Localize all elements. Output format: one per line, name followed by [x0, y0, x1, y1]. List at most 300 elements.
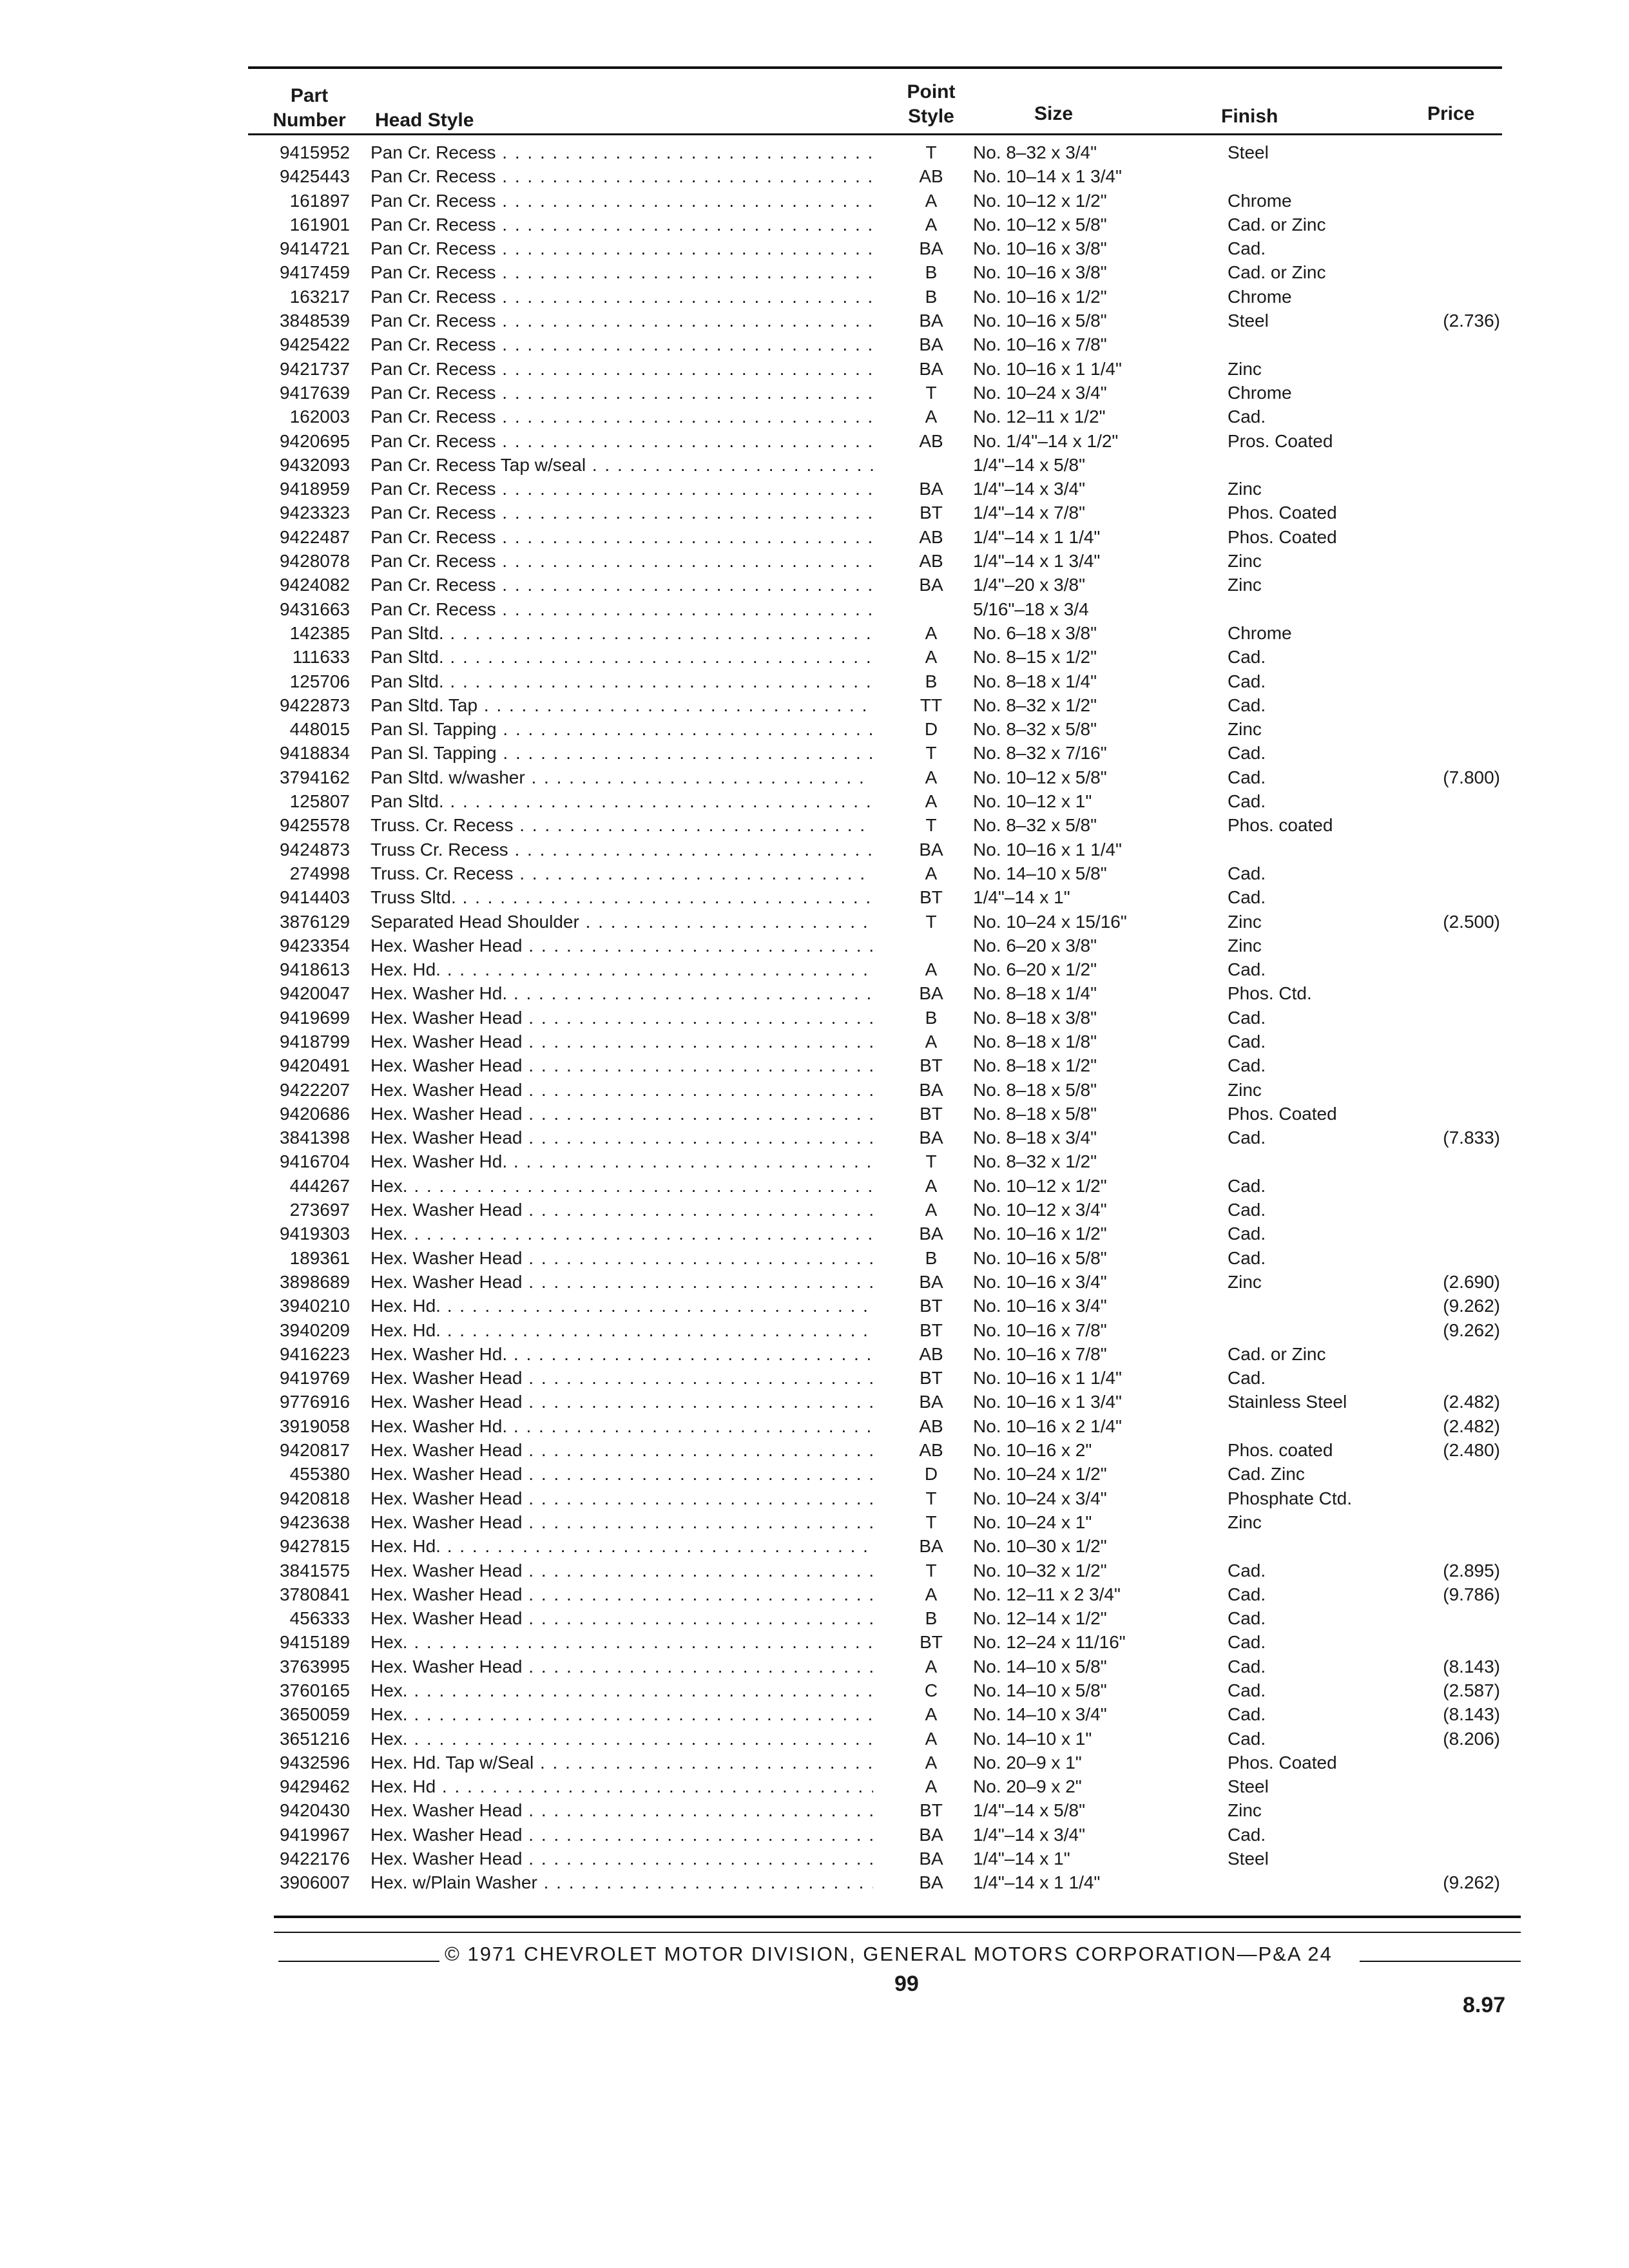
finish-cell: Zinc — [1228, 575, 1262, 595]
finish-cell: Cad. — [1228, 1680, 1266, 1700]
part-number-cell: 3794162 — [279, 767, 350, 787]
table-row — [0, 1823, 1629, 1847]
size-cell: No. 8–18 x 1/4" — [973, 983, 1097, 1004]
price-cell: (9.786) — [1443, 1584, 1500, 1604]
head-style-cell: Pan Cr. Recess . . . — [371, 405, 873, 428]
point-style-cell: T — [925, 743, 937, 764]
part-number-cell: 9414721 — [279, 238, 350, 259]
size-cell: No. 10–14 x 1 3/4" — [973, 166, 1122, 187]
size-cell: No. 12–11 x 1/2" — [973, 407, 1106, 427]
part-number-cell: 9420047 — [279, 983, 350, 1004]
finish-cell: Chrome — [1228, 286, 1292, 307]
size-cell: 1/4"–20 x 3/8" — [973, 575, 1086, 595]
size-cell: No. 14–10 x 5/8" — [973, 1680, 1107, 1700]
size-cell: No. 14–10 x 5/8" — [973, 863, 1107, 883]
header-style-label: Style — [908, 106, 954, 127]
price-cell: (8.143) — [1443, 1704, 1500, 1725]
point-style-cell: TT — [920, 695, 943, 715]
head-style-cell: Pan Cr. Recess . . . — [371, 597, 873, 621]
head-style-cell: Pan Cr. Recess . . . — [371, 477, 873, 501]
finish-cell: Cad. or Zinc — [1228, 1343, 1326, 1364]
table-row — [0, 1006, 1629, 1030]
size-cell: No. 12–11 x 2 3/4" — [973, 1584, 1121, 1604]
size-cell: No. 10–24 x 3/4" — [973, 1488, 1107, 1508]
table-row — [0, 1390, 1629, 1414]
part-number-cell: 9422873 — [279, 695, 350, 715]
size-cell: No. 8–15 x 1/2" — [973, 647, 1097, 668]
table-row — [0, 789, 1629, 813]
table-row — [0, 1053, 1629, 1077]
page-number: 99 — [894, 1972, 919, 1996]
finish-cell: Cad. — [1228, 743, 1266, 764]
part-number-cell: 9418799 — [279, 1031, 350, 1052]
head-style-cell: Hex. Hd. . . . — [371, 957, 873, 981]
part-number-cell: 273697 — [289, 1200, 350, 1220]
part-number-cell: 9420818 — [279, 1488, 350, 1508]
part-number-cell: 9425443 — [279, 166, 350, 187]
finish-cell: Cad. — [1228, 238, 1266, 259]
point-style-cell: AB — [919, 430, 943, 451]
price-cell: (2.690) — [1443, 1271, 1500, 1292]
bottom-rule — [274, 1916, 1521, 1918]
table-row — [0, 140, 1629, 164]
point-style-cell: AB — [919, 1416, 943, 1436]
point-style-cell: B — [925, 286, 938, 307]
finish-cell: Phos. coated — [1228, 1440, 1333, 1461]
table-row — [0, 934, 1629, 957]
part-number-cell: 9432596 — [279, 1752, 350, 1773]
head-style-cell: Hex. Washer Head . . . — [371, 1438, 873, 1462]
finish-cell: Cad. — [1228, 1224, 1266, 1244]
head-style-cell: Pan Cr. Recess . . . — [371, 501, 873, 524]
part-number-cell: 3940209 — [279, 1320, 350, 1340]
head-style-cell: Pan Cr. Recess . . . — [371, 429, 873, 453]
head-style-cell: Hex. Washer Head . . . — [371, 1053, 873, 1077]
table-row — [0, 1582, 1629, 1606]
header-head-style: Head Style — [375, 110, 474, 131]
part-number-cell: 9420695 — [279, 430, 350, 451]
table-row — [0, 1702, 1629, 1726]
finish-cell: Zinc — [1228, 911, 1262, 932]
head-style-cell: Hex. Washer Hd. . . . — [371, 981, 873, 1005]
point-style-cell: T — [925, 815, 937, 836]
point-style-cell: A — [925, 1752, 938, 1773]
size-cell: No. 10–16 x 1 3/4" — [973, 1392, 1122, 1412]
table-row — [0, 1102, 1629, 1126]
head-style-cell: Hex. Washer Head . . . — [371, 1559, 873, 1582]
finish-cell: Cad. Zinc — [1228, 1464, 1305, 1485]
size-cell: No. 8–18 x 5/8" — [973, 1103, 1097, 1124]
part-number-cell: 3876129 — [279, 911, 350, 932]
finish-cell: Cad. — [1228, 1560, 1266, 1581]
size-cell: No. 14–10 x 1" — [973, 1728, 1092, 1749]
point-style-cell: A — [925, 1175, 938, 1196]
part-number-cell: 9431663 — [279, 599, 350, 619]
finish-cell: Cad. — [1228, 1608, 1266, 1629]
table-row — [0, 1294, 1629, 1318]
size-cell: No. 8–18 x 1/2" — [973, 1055, 1097, 1076]
size-cell: No. 8–18 x 5/8" — [973, 1079, 1097, 1100]
point-style-cell: AB — [919, 166, 943, 187]
point-style-cell: BT — [920, 887, 943, 908]
head-style-cell: Hex. Washer Head . . . — [371, 1847, 873, 1870]
head-style-cell: Pan Sltd. . . . — [371, 669, 873, 693]
finish-cell: Stainless Steel — [1228, 1392, 1347, 1412]
table-row — [0, 645, 1629, 669]
part-number-cell: 9415189 — [279, 1632, 350, 1653]
table-row — [0, 1342, 1629, 1366]
part-number-cell: 9418959 — [279, 479, 350, 499]
point-style-cell: C — [924, 1680, 938, 1700]
table-row — [0, 236, 1629, 260]
table-row — [0, 1438, 1629, 1462]
head-style-cell: Hex. Washer Head . . . — [371, 1798, 873, 1822]
price-cell: (7.800) — [1443, 767, 1500, 787]
corner-code: 8.97 — [1463, 1993, 1506, 2017]
part-number-cell: 9420491 — [279, 1055, 350, 1076]
head-style-cell: Pan Cr. Recess . . . — [371, 140, 873, 164]
head-style-cell: Truss. Cr. Recess . . . — [371, 813, 873, 837]
finish-cell: Cad. — [1228, 791, 1266, 812]
finish-cell: Cad. — [1228, 1247, 1266, 1268]
part-number-cell: 3898689 — [279, 1271, 350, 1292]
head-style-cell: Pan Cr. Recess . . . — [371, 285, 873, 309]
part-number-cell: 9429462 — [279, 1776, 350, 1797]
point-style-cell: B — [925, 262, 938, 283]
point-style-cell: BT — [920, 503, 943, 523]
part-number-cell: 9422207 — [279, 1079, 350, 1100]
head-style-cell: Separated Head Shoulder . . . — [371, 910, 873, 934]
head-style-cell: Pan Sl. Tapping . . . — [371, 741, 873, 765]
point-style-cell: A — [925, 1704, 938, 1725]
finish-cell: Phos. Coated — [1228, 503, 1337, 523]
size-cell: No. 20–9 x 1" — [973, 1752, 1082, 1773]
part-number-cell: 9776916 — [279, 1392, 350, 1412]
finish-cell: Phos. Ctd. — [1228, 983, 1312, 1004]
point-style-cell: T — [925, 142, 937, 162]
table-row — [0, 813, 1629, 837]
size-cell: No. 10–32 x 1/2" — [973, 1560, 1107, 1581]
part-number-cell: 455380 — [289, 1464, 350, 1485]
copyright-line: © 1971 CHEVROLET MOTOR DIVISION, GENERAL MOTORS CORPORATION—P&A 24 — [445, 1943, 1333, 1965]
size-cell: No. 10–12 x 5/8" — [973, 767, 1107, 787]
point-style-cell: BT — [920, 1103, 943, 1124]
part-number-cell: 9423323 — [279, 503, 350, 523]
size-cell: No. 12–24 x 11/16" — [973, 1632, 1126, 1653]
part-number-cell: 125706 — [289, 671, 350, 691]
point-style-cell: A — [925, 1584, 938, 1604]
size-cell: 1/4"–14 x 5/8" — [973, 454, 1086, 475]
table-row — [0, 1030, 1629, 1053]
head-style-cell: Hex. Washer Hd. . . . — [371, 1342, 873, 1366]
price-cell: (8.143) — [1443, 1656, 1500, 1677]
point-style-cell: BA — [919, 1849, 943, 1869]
size-cell: No. 10–30 x 1/2" — [973, 1536, 1107, 1557]
size-cell: No. 20–9 x 2" — [973, 1776, 1082, 1797]
point-style-cell: T — [925, 1488, 937, 1508]
size-cell: No. 10–16 x 2 1/4" — [973, 1416, 1122, 1436]
part-number-cell: 3780841 — [279, 1584, 350, 1604]
size-cell: No. 10–12 x 5/8" — [973, 214, 1107, 235]
part-number-cell: 9417459 — [279, 262, 350, 283]
finish-cell: Cad. — [1228, 1200, 1266, 1220]
size-cell: 1/4"–14 x 1" — [973, 887, 1070, 908]
header-point-label: Point — [907, 81, 956, 102]
table-row — [0, 1246, 1629, 1270]
point-style-cell: A — [925, 863, 938, 883]
finish-cell: Cad. or Zinc — [1228, 262, 1326, 283]
size-cell: 1/4"–14 x 1 3/4" — [973, 551, 1101, 572]
part-number-cell: 9417639 — [279, 382, 350, 403]
point-style-cell: A — [925, 1031, 938, 1052]
finish-cell: Cad. — [1228, 1031, 1266, 1052]
table-row — [0, 429, 1629, 453]
size-cell: No. 10–16 x 5/8" — [973, 1247, 1107, 1268]
size-cell: 1/4"–14 x 1 1/4" — [973, 526, 1101, 547]
size-cell: No. 10–16 x 7/8" — [973, 334, 1107, 355]
head-style-cell: Hex. Hd. Tap w/Seal . . . — [371, 1751, 873, 1774]
part-number-cell: 161897 — [289, 190, 350, 211]
head-style-cell: Pan Cr. Recess . . . — [371, 213, 873, 236]
point-style-cell: BA — [919, 983, 943, 1004]
size-cell: No. 8–32 x 7/16" — [973, 743, 1107, 764]
point-style-cell: T — [925, 382, 937, 403]
head-style-cell: Hex. Washer Head . . . — [371, 1655, 873, 1678]
size-cell: No. 10–12 x 1/2" — [973, 190, 1107, 211]
point-style-cell: A — [925, 959, 938, 980]
table-row — [0, 453, 1629, 477]
size-cell: No. 10–16 x 1/2" — [973, 286, 1107, 307]
part-number-cell: 9427815 — [279, 1536, 350, 1557]
point-style-cell: A — [925, 214, 938, 235]
point-style-cell: BT — [920, 1632, 943, 1653]
finish-cell: Zinc — [1228, 935, 1262, 956]
table-row — [0, 1606, 1629, 1630]
finish-cell: Cad. — [1228, 671, 1266, 691]
part-number-cell: 9416704 — [279, 1151, 350, 1172]
table-row — [0, 597, 1629, 621]
table-row — [0, 1774, 1629, 1798]
parts-table — [0, 140, 1629, 1895]
size-cell: No. 8–32 x 5/8" — [973, 719, 1097, 740]
head-style-cell: Hex. Washer Head . . . — [371, 1126, 873, 1149]
point-style-cell: BA — [919, 1271, 943, 1292]
finish-cell: Chrome — [1228, 382, 1292, 403]
finish-cell: Chrome — [1228, 622, 1292, 643]
head-style-cell: Pan Cr. Recess . . . — [371, 332, 873, 356]
finish-cell: Cad. — [1228, 1055, 1266, 1076]
header-part-label: Part — [290, 85, 329, 106]
finish-cell: Steel — [1228, 142, 1269, 162]
size-cell: No. 14–10 x 5/8" — [973, 1656, 1107, 1677]
head-style-cell: Hex. w/Plain Washer . . . — [371, 1870, 873, 1894]
head-style-cell: Pan Sltd. . . . — [371, 621, 873, 645]
table-row — [0, 1751, 1629, 1774]
table-row — [0, 1534, 1629, 1558]
table-row — [0, 1174, 1629, 1198]
head-style-cell: Hex. Washer Head . . . — [371, 1030, 873, 1053]
point-style-cell: A — [925, 647, 938, 668]
header-finish: Finish — [1221, 106, 1278, 127]
size-cell: No. 8–32 x 5/8" — [973, 815, 1097, 836]
size-cell: No. 8–32 x 3/4" — [973, 142, 1097, 162]
finish-cell: Zinc — [1228, 719, 1262, 740]
point-style-cell: D — [924, 719, 938, 740]
size-cell: No. 8–18 x 1/8" — [973, 1031, 1097, 1052]
table-row — [0, 1798, 1629, 1822]
table-row — [0, 621, 1629, 645]
part-number-cell: 9418613 — [279, 959, 350, 980]
price-cell: (2.500) — [1443, 911, 1500, 932]
finish-cell: Cad. — [1228, 1584, 1266, 1604]
table-row — [0, 1727, 1629, 1751]
size-cell: No. 1/4"–14 x 1/2" — [973, 430, 1119, 451]
part-number-cell: 9424082 — [279, 575, 350, 595]
head-style-cell: Hex. Washer Head . . . — [371, 1198, 873, 1222]
head-style-cell: Hex. Washer Head . . . — [371, 1270, 873, 1294]
point-style-cell: D — [924, 1464, 938, 1485]
point-style-cell: BA — [919, 1224, 943, 1244]
head-style-cell: Hex. Washer Head . . . — [371, 1582, 873, 1606]
price-cell: (2.587) — [1443, 1680, 1500, 1700]
head-style-cell: Truss Cr. Recess . . . — [371, 838, 873, 861]
part-number-cell: 3651216 — [279, 1728, 350, 1749]
table-row — [0, 1462, 1629, 1486]
point-style-cell: B — [925, 671, 938, 691]
finish-cell: Steel — [1228, 1776, 1269, 1797]
part-number-cell: 111633 — [292, 647, 350, 668]
part-number-cell: 9416223 — [279, 1343, 350, 1364]
finish-cell: Cad. — [1228, 959, 1266, 980]
head-style-cell: Pan Sltd. . . . — [371, 645, 873, 669]
head-style-cell: Pan Cr. Recess . . . — [371, 309, 873, 332]
head-style-cell: Pan Cr. Recess . . . — [371, 189, 873, 213]
finish-cell: Cad. — [1228, 1128, 1266, 1148]
table-row — [0, 1126, 1629, 1149]
size-cell: No. 10–16 x 1 1/4" — [973, 358, 1122, 379]
size-cell: No. 10–16 x 7/8" — [973, 1320, 1107, 1340]
table-row — [0, 838, 1629, 861]
finish-cell: Cad. — [1228, 1632, 1266, 1653]
size-cell: No. 8–18 x 3/8" — [973, 1007, 1097, 1028]
finish-cell: Pros. Coated — [1228, 430, 1333, 451]
head-style-cell: Pan Cr. Recess . . . — [371, 236, 873, 260]
size-cell: No. 10–12 x 3/4" — [973, 1200, 1107, 1220]
price-cell: (8.206) — [1443, 1728, 1500, 1749]
point-style-cell: AB — [919, 1343, 943, 1364]
footer-line-right — [1360, 1961, 1521, 1962]
size-cell: No. 10–16 x 5/8" — [973, 311, 1107, 331]
head-style-cell: Pan Cr. Recess . . . — [371, 549, 873, 573]
head-style-cell: Pan Cr. Recess . . . — [371, 164, 873, 188]
part-number-cell: 9425422 — [279, 334, 350, 355]
head-style-cell: Hex. Washer Head . . . — [371, 1246, 873, 1270]
point-style-cell: BA — [919, 1128, 943, 1148]
head-style-cell: Pan Cr. Recess . . . — [371, 525, 873, 549]
size-cell: No. 6–20 x 3/8" — [973, 935, 1097, 956]
table-row — [0, 477, 1629, 501]
finish-cell: Cad. — [1228, 1824, 1266, 1845]
part-number-cell: 161901 — [289, 214, 350, 235]
head-style-cell: Hex. Hd. . . . — [371, 1294, 873, 1318]
part-number-cell: 3760165 — [279, 1680, 350, 1700]
size-cell: No. 10–12 x 1/2" — [973, 1175, 1107, 1196]
point-style-cell: T — [925, 1512, 937, 1532]
part-number-cell: 9419303 — [279, 1224, 350, 1244]
table-row — [0, 1078, 1629, 1102]
point-style-cell: BA — [919, 479, 943, 499]
point-style-cell: A — [925, 622, 938, 643]
table-row — [0, 1270, 1629, 1294]
table-row — [0, 693, 1629, 717]
part-number-cell: 9415952 — [279, 142, 350, 162]
part-number-cell: 3841575 — [279, 1560, 350, 1581]
table-row — [0, 1510, 1629, 1534]
head-style-cell: Pan Cr. Recess . . . — [371, 381, 873, 405]
price-cell: (2.736) — [1443, 311, 1500, 331]
part-number-cell: 3919058 — [279, 1416, 350, 1436]
table-row — [0, 669, 1629, 693]
finish-cell: Phos. Coated — [1228, 526, 1337, 547]
point-style-cell: A — [925, 407, 938, 427]
table-row — [0, 1486, 1629, 1510]
point-style-cell: T — [925, 1151, 937, 1172]
size-cell: No. 10–16 x 7/8" — [973, 1343, 1107, 1364]
part-number-cell: 3848539 — [279, 311, 350, 331]
table-row — [0, 1414, 1629, 1438]
point-style-cell: BA — [919, 1536, 943, 1557]
part-number-cell: 125807 — [289, 791, 350, 812]
finish-cell: Cad. — [1228, 1007, 1266, 1028]
head-style-cell: Hex. Washer Head . . . — [371, 1006, 873, 1030]
part-number-cell: 3650059 — [279, 1704, 350, 1725]
head-style-cell: Hex. Washer Head . . . — [371, 1462, 873, 1486]
header-number-label: Number — [273, 110, 346, 131]
size-cell: No. 10–16 x 2" — [973, 1440, 1092, 1461]
price-cell: (2.482) — [1443, 1416, 1500, 1436]
point-style-cell: BA — [919, 334, 943, 355]
bottom-rule-thin — [274, 1932, 1521, 1933]
head-style-cell: Hex. Hd . . . — [371, 1774, 873, 1798]
finish-cell: Zinc — [1228, 479, 1262, 499]
finish-cell: Cad. — [1228, 1728, 1266, 1749]
table-row — [0, 717, 1629, 741]
size-cell: No. 10–24 x 1/2" — [973, 1464, 1107, 1485]
size-cell: No. 12–14 x 1/2" — [973, 1608, 1107, 1629]
table-row — [0, 164, 1629, 188]
part-number-cell: 9420686 — [279, 1103, 350, 1124]
head-style-cell: Truss. Cr. Recess . . . — [371, 861, 873, 885]
table-row — [0, 332, 1629, 356]
size-cell: 1/4"–14 x 7/8" — [973, 503, 1086, 523]
price-cell: (9.262) — [1443, 1296, 1500, 1316]
price-cell: (2.895) — [1443, 1560, 1500, 1581]
part-number-cell: 9424873 — [279, 839, 350, 860]
head-style-cell: Pan Cr. Recess Tap w/seal . . . — [371, 453, 873, 477]
header-price: Price — [1427, 103, 1475, 124]
table-row — [0, 573, 1629, 597]
point-style-cell: B — [925, 1007, 938, 1028]
part-number-cell: 9432093 — [279, 454, 350, 475]
head-style-cell: Hex. . . . — [371, 1727, 873, 1751]
head-style-cell: Hex. . . . — [371, 1222, 873, 1245]
price-cell: (9.262) — [1443, 1872, 1500, 1893]
size-cell: No. 8–32 x 1/2" — [973, 695, 1097, 715]
price-cell: (7.833) — [1443, 1128, 1500, 1148]
size-cell: No. 10–16 x 3/4" — [973, 1271, 1107, 1292]
point-style-cell: A — [925, 767, 938, 787]
head-style-cell: Truss Sltd. . . . — [371, 885, 873, 909]
